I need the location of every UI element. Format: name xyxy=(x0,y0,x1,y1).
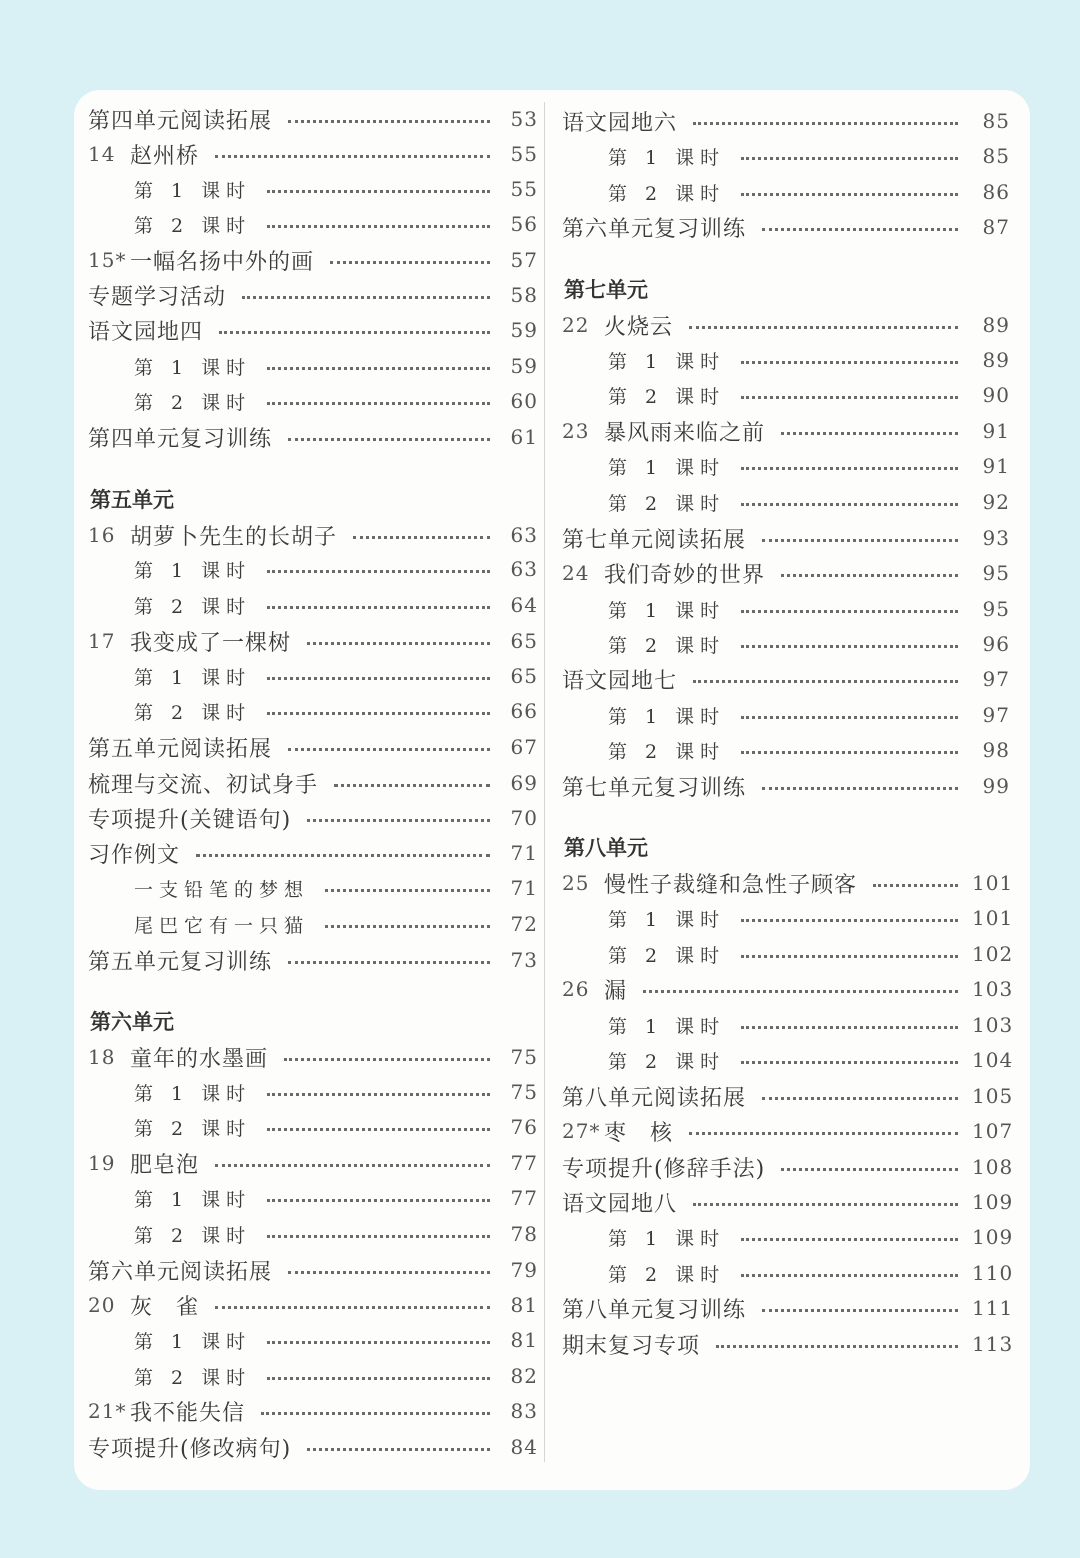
dot-leader xyxy=(741,1026,958,1029)
dot-leader xyxy=(267,1235,490,1238)
toc-entry xyxy=(88,1253,538,1287)
dot-leader xyxy=(267,570,490,573)
entry-title: 第七单元阅读拓展 xyxy=(562,527,747,553)
entry-title: 第七单元复习训练 xyxy=(562,775,747,801)
lesson-number: 15* xyxy=(88,248,127,272)
entry-title: 我变成了一棵树 xyxy=(130,630,292,656)
entry-title: 第 1 课时 xyxy=(608,599,726,622)
page-number: 57 xyxy=(510,248,538,272)
page-number: 63 xyxy=(510,523,538,547)
dot-leader xyxy=(741,1061,958,1064)
toc-entry xyxy=(562,972,1014,1006)
entry-title: 梳理与交流、初试身手 xyxy=(88,772,319,798)
page-number: 105 xyxy=(972,1084,1014,1108)
entry-title: 胡萝卜先生的长胡子 xyxy=(130,524,338,550)
page-number: 70 xyxy=(510,806,538,830)
page-number: 76 xyxy=(510,1115,538,1139)
entry-title: 第五单元阅读拓展 xyxy=(88,736,273,762)
page-number: 55 xyxy=(510,177,538,201)
entry-title: 语文园地六 xyxy=(562,110,678,136)
dot-leader xyxy=(741,955,958,958)
entry-title: 我们奇妙的世界 xyxy=(604,562,766,588)
page-number: 92 xyxy=(982,490,1010,514)
dot-leader xyxy=(334,784,490,787)
entry-title: 火烧云 xyxy=(604,314,674,340)
page-number: 89 xyxy=(982,348,1010,372)
unit-heading-6: 第六单元 xyxy=(90,1010,174,1034)
dot-leader xyxy=(762,787,958,790)
lesson-number: 23 xyxy=(562,419,590,443)
entry-title: 我不能失信 xyxy=(130,1400,246,1426)
toc-entry xyxy=(562,308,1010,342)
dot-leader xyxy=(741,919,958,922)
page-number: 101 xyxy=(972,871,1014,895)
dot-leader xyxy=(873,884,958,887)
page-number: 72 xyxy=(510,912,538,936)
entry-title: 第 1 课时 xyxy=(608,1015,726,1038)
page-number: 110 xyxy=(972,1261,1014,1285)
dot-leader xyxy=(267,606,490,609)
entry-title: 语文园地七 xyxy=(562,668,678,694)
page-number: 59 xyxy=(510,318,538,342)
page-number: 77 xyxy=(510,1186,538,1210)
entry-title: 第 1 课时 xyxy=(134,1330,252,1353)
dot-leader xyxy=(353,536,490,539)
page-number: 103 xyxy=(972,977,1014,1001)
page-number: 103 xyxy=(972,1013,1014,1037)
dot-leader xyxy=(288,961,490,964)
dot-leader xyxy=(242,296,490,299)
unit-heading-8: 第八单元 xyxy=(564,836,648,860)
dot-leader xyxy=(267,225,490,228)
toc-entry xyxy=(88,624,538,658)
toc-entry xyxy=(88,1040,538,1074)
toc-entry xyxy=(562,485,1010,519)
dot-leader xyxy=(284,1058,490,1061)
entry-title: 尾巴它有一只猫 xyxy=(134,914,310,937)
dot-leader xyxy=(288,748,490,751)
page-number: 69 xyxy=(510,771,538,795)
page-number: 89 xyxy=(982,313,1010,337)
page-number: 61 xyxy=(510,425,538,449)
page-number: 113 xyxy=(972,1332,1014,1356)
page-number: 109 xyxy=(972,1190,1014,1214)
entry-title: 第 2 课时 xyxy=(608,492,726,515)
toc-entry xyxy=(88,1075,538,1109)
page-number: 85 xyxy=(982,109,1010,133)
entry-title: 慢性子裁缝和急性子顾客 xyxy=(604,872,858,898)
toc-entry xyxy=(562,733,1010,767)
dot-leader xyxy=(267,1093,490,1096)
lesson-number: 27* xyxy=(562,1119,601,1143)
page-number: 109 xyxy=(972,1225,1014,1249)
page-number: 95 xyxy=(982,561,1010,585)
entry-title: 第八单元阅读拓展 xyxy=(562,1085,747,1111)
dot-leader xyxy=(267,1377,490,1380)
dot-leader xyxy=(716,1345,958,1348)
page-number: 55 xyxy=(510,142,538,166)
entry-title: 语文园地四 xyxy=(88,319,204,345)
page-number: 104 xyxy=(972,1048,1014,1072)
entry-title: 第 2 课时 xyxy=(608,1050,726,1073)
entry-title: 第 2 课时 xyxy=(608,385,726,408)
page-number: 64 xyxy=(510,593,538,617)
dot-leader xyxy=(196,854,490,857)
toc-entry xyxy=(562,866,1014,900)
entry-title: 第 2 课时 xyxy=(608,182,726,205)
entry-title: 第四单元复习训练 xyxy=(88,426,273,452)
page-number: 87 xyxy=(982,215,1010,239)
entry-title: 第八单元复习训练 xyxy=(562,1297,747,1323)
toc-entry xyxy=(562,627,1010,661)
page-number: 81 xyxy=(510,1328,538,1352)
entry-title: 第 2 课时 xyxy=(134,595,252,618)
toc-entry xyxy=(88,588,538,622)
page-number: 67 xyxy=(510,735,538,759)
entry-title: 暴风雨来临之前 xyxy=(604,420,766,446)
entry-title: 第 2 课时 xyxy=(134,1224,252,1247)
lesson-number: 25 xyxy=(562,871,590,895)
dot-leader xyxy=(288,1271,490,1274)
page-number: 99 xyxy=(982,774,1010,798)
toc-entry xyxy=(88,102,538,136)
toc-entry xyxy=(88,137,538,171)
toc-entry xyxy=(88,836,538,870)
entry-title: 专题学习活动 xyxy=(88,284,227,310)
page-number: 91 xyxy=(982,454,1010,478)
toc-entry xyxy=(562,1043,1014,1077)
toc-entry xyxy=(562,556,1010,590)
page-number: 97 xyxy=(982,703,1010,727)
dot-leader xyxy=(741,716,958,719)
toc-entry xyxy=(88,1217,538,1251)
unit-heading-5: 第五单元 xyxy=(90,488,174,512)
toc-entry xyxy=(562,343,1010,377)
entry-title: 第 1 课时 xyxy=(608,908,726,931)
toc-entry xyxy=(88,420,538,454)
page-number: 59 xyxy=(510,354,538,378)
lesson-number: 21* xyxy=(88,1399,127,1423)
entry-title: 第 1 课时 xyxy=(134,1188,252,1211)
page-number: 96 xyxy=(982,632,1010,656)
dot-leader xyxy=(261,1412,490,1415)
unit-heading-7: 第七单元 xyxy=(564,278,648,302)
entry-title: 第 1 课时 xyxy=(608,1227,726,1250)
toc-entry xyxy=(88,1359,538,1393)
page-number: 78 xyxy=(510,1222,538,1246)
entry-title: 第 2 课时 xyxy=(134,391,252,414)
lesson-number: 24 xyxy=(562,561,590,585)
entry-title: 第 2 课时 xyxy=(608,634,726,657)
page-number: 84 xyxy=(510,1435,538,1459)
toc-entry xyxy=(88,384,538,418)
entry-title: 童年的水墨画 xyxy=(130,1046,269,1072)
toc-entry xyxy=(562,1256,1014,1290)
page-number: 98 xyxy=(982,738,1010,762)
entry-title: 第四单元阅读拓展 xyxy=(88,108,273,134)
entry-title: 期末复习专项 xyxy=(562,1333,701,1359)
dot-leader xyxy=(781,432,958,435)
toc-entry xyxy=(562,1185,1014,1219)
toc-entry xyxy=(562,1008,1014,1042)
dot-leader xyxy=(330,261,490,264)
toc-entry xyxy=(88,1394,538,1428)
page-number: 56 xyxy=(510,212,538,236)
entry-title: 第 2 课时 xyxy=(134,1366,252,1389)
page-number: 86 xyxy=(982,180,1010,204)
entry-title: 专项提升(修辞手法) xyxy=(562,1156,766,1182)
dot-leader xyxy=(267,1341,490,1344)
page-number: 79 xyxy=(510,1258,538,1282)
lesson-number: 20 xyxy=(88,1293,116,1317)
dot-leader xyxy=(325,925,490,928)
toc-entry xyxy=(88,1288,538,1322)
page-number: 71 xyxy=(510,841,538,865)
page-number: 95 xyxy=(982,597,1010,621)
toc-entry xyxy=(562,414,1010,448)
page-number: 85 xyxy=(982,144,1010,168)
toc-entry xyxy=(88,278,538,312)
toc-entry xyxy=(88,1146,538,1180)
dot-leader xyxy=(288,438,490,441)
entry-title: 赵州桥 xyxy=(130,143,200,169)
toc-entry xyxy=(562,1079,1014,1113)
page-number: 81 xyxy=(510,1293,538,1317)
entry-title: 第 1 课时 xyxy=(608,456,726,479)
lesson-number: 26 xyxy=(562,977,590,1001)
toc-entry xyxy=(562,1150,1014,1184)
toc-entry xyxy=(562,1327,1014,1361)
page-number: 93 xyxy=(982,526,1010,550)
lesson-number: 17 xyxy=(88,629,116,653)
toc-entry xyxy=(562,937,1014,971)
dot-leader xyxy=(267,190,490,193)
toc-entry xyxy=(562,175,1010,209)
entry-title: 肥皂泡 xyxy=(130,1152,200,1178)
toc-entry xyxy=(88,552,538,586)
page-number: 101 xyxy=(972,906,1014,930)
dot-leader xyxy=(689,326,958,329)
dot-leader xyxy=(267,367,490,370)
entry-title: 第 2 课时 xyxy=(134,1117,252,1140)
dot-leader xyxy=(215,155,490,158)
dot-leader xyxy=(307,1448,490,1451)
toc-entry xyxy=(562,1220,1014,1254)
page-number: 75 xyxy=(510,1045,538,1069)
page-number: 91 xyxy=(982,419,1010,443)
page-number: 71 xyxy=(510,876,538,900)
toc-entry xyxy=(88,172,538,206)
dot-leader xyxy=(741,503,958,506)
toc-entry xyxy=(562,592,1010,626)
entry-title: 第 1 课时 xyxy=(608,146,726,169)
page-number: 102 xyxy=(972,942,1014,966)
toc-entry xyxy=(88,730,538,764)
toc-entry xyxy=(88,243,538,277)
page-number: 65 xyxy=(510,629,538,653)
entry-title: 第五单元复习训练 xyxy=(88,949,273,975)
dot-leader xyxy=(741,467,958,470)
toc-entry xyxy=(88,1110,538,1144)
dot-leader xyxy=(267,1199,490,1202)
dot-leader xyxy=(267,1128,490,1131)
dot-leader xyxy=(741,1274,958,1277)
page-number: 82 xyxy=(510,1364,538,1388)
toc-entry xyxy=(562,521,1010,555)
dot-leader xyxy=(741,645,958,648)
entry-title: 第六单元复习训练 xyxy=(562,216,747,242)
dot-leader xyxy=(741,610,958,613)
entry-title: 第 2 课时 xyxy=(608,944,726,967)
toc-entry xyxy=(88,766,538,800)
dot-leader xyxy=(215,1164,490,1167)
dot-leader xyxy=(689,1132,958,1135)
entry-title: 第 1 课时 xyxy=(608,705,726,728)
page-number: 83 xyxy=(510,1399,538,1423)
dot-leader xyxy=(781,574,958,577)
toc-entry xyxy=(88,518,538,552)
page-number: 108 xyxy=(972,1155,1014,1179)
dot-leader xyxy=(215,1306,490,1309)
dot-leader xyxy=(219,331,490,334)
page-number: 111 xyxy=(972,1296,1014,1320)
toc-entry xyxy=(562,901,1014,935)
toc-entry xyxy=(88,207,538,241)
dot-leader xyxy=(267,712,490,715)
toc-entry xyxy=(88,801,538,835)
page-number: 90 xyxy=(982,383,1010,407)
dot-leader xyxy=(762,539,958,542)
page-number: 107 xyxy=(972,1119,1014,1143)
toc-entry xyxy=(88,1430,538,1464)
dot-leader xyxy=(781,1168,958,1171)
dot-leader xyxy=(267,677,490,680)
lesson-number: 14 xyxy=(88,142,116,166)
toc-entry xyxy=(88,1323,538,1357)
entry-title: 第六单元阅读拓展 xyxy=(88,1259,273,1285)
entry-title: 第 1 课时 xyxy=(134,356,252,379)
entry-title: 语文园地八 xyxy=(562,1191,678,1217)
toc-entry xyxy=(88,871,538,905)
toc-entry xyxy=(562,378,1010,412)
dot-leader xyxy=(693,680,958,683)
page-number: 63 xyxy=(510,557,538,581)
dot-leader xyxy=(288,120,490,123)
entry-title: 第 1 课时 xyxy=(134,559,252,582)
toc-entry xyxy=(562,698,1010,732)
toc-entry xyxy=(88,313,538,347)
toc-entry xyxy=(562,104,1010,138)
page-number: 75 xyxy=(510,1080,538,1104)
entry-title: 专项提升(修改病句) xyxy=(88,1436,292,1462)
lesson-number: 19 xyxy=(88,1151,116,1175)
entry-title: 第 2 课时 xyxy=(608,740,726,763)
page-number: 60 xyxy=(510,389,538,413)
dot-leader xyxy=(762,1097,958,1100)
dot-leader xyxy=(741,1238,958,1241)
toc-entry xyxy=(562,1291,1014,1325)
entry-title: 习作例文 xyxy=(88,842,181,868)
entry-title: 专项提升(关键语句) xyxy=(88,807,292,833)
page-number: 58 xyxy=(510,283,538,307)
entry-title: 第 1 课时 xyxy=(134,1082,252,1105)
lesson-number: 18 xyxy=(88,1045,116,1069)
toc-entry xyxy=(88,349,538,383)
entry-title: 枣 核 xyxy=(604,1120,674,1146)
dot-leader xyxy=(762,228,958,231)
toc-entry xyxy=(562,139,1010,173)
toc-entry xyxy=(562,662,1010,696)
dot-leader xyxy=(325,889,490,892)
dot-leader xyxy=(741,193,958,196)
dot-leader xyxy=(741,157,958,160)
lesson-number: 16 xyxy=(88,523,116,547)
page-number: 73 xyxy=(510,948,538,972)
page-number: 53 xyxy=(510,107,538,131)
dot-leader xyxy=(693,1203,958,1206)
toc-entry xyxy=(562,769,1010,803)
dot-leader xyxy=(762,1309,958,1312)
page-number: 66 xyxy=(510,699,538,723)
dot-leader xyxy=(741,361,958,364)
dot-leader xyxy=(307,819,490,822)
toc-entry xyxy=(562,1114,1014,1148)
entry-title: 第 1 课时 xyxy=(608,350,726,373)
entry-title: 第 2 课时 xyxy=(134,214,252,237)
entry-title: 第 1 课时 xyxy=(134,666,252,689)
column-divider xyxy=(544,102,545,1462)
dot-leader xyxy=(643,990,958,993)
lesson-number: 22 xyxy=(562,313,590,337)
entry-title: 一支铅笔的梦想 xyxy=(134,878,310,901)
dot-leader xyxy=(741,396,958,399)
toc-entry xyxy=(562,210,1010,244)
page-number: 77 xyxy=(510,1151,538,1175)
dot-leader xyxy=(693,122,958,125)
toc-entry xyxy=(562,449,1010,483)
entry-title: 第 2 课时 xyxy=(608,1263,726,1286)
entry-title: 第 1 课时 xyxy=(134,179,252,202)
toc-entry xyxy=(88,943,538,977)
entry-title: 第 2 课时 xyxy=(134,701,252,724)
entry-title: 灰 雀 xyxy=(130,1294,200,1320)
dot-leader xyxy=(741,751,958,754)
toc-entry xyxy=(88,659,538,693)
dot-leader xyxy=(307,642,490,645)
entry-title: 一幅名扬中外的画 xyxy=(130,249,315,275)
toc-entry xyxy=(88,694,538,728)
page-number: 65 xyxy=(510,664,538,688)
toc-entry xyxy=(88,907,538,941)
entry-title: 漏 xyxy=(604,978,628,1004)
page-number: 97 xyxy=(982,667,1010,691)
toc-entry xyxy=(88,1181,538,1215)
dot-leader xyxy=(267,402,490,405)
